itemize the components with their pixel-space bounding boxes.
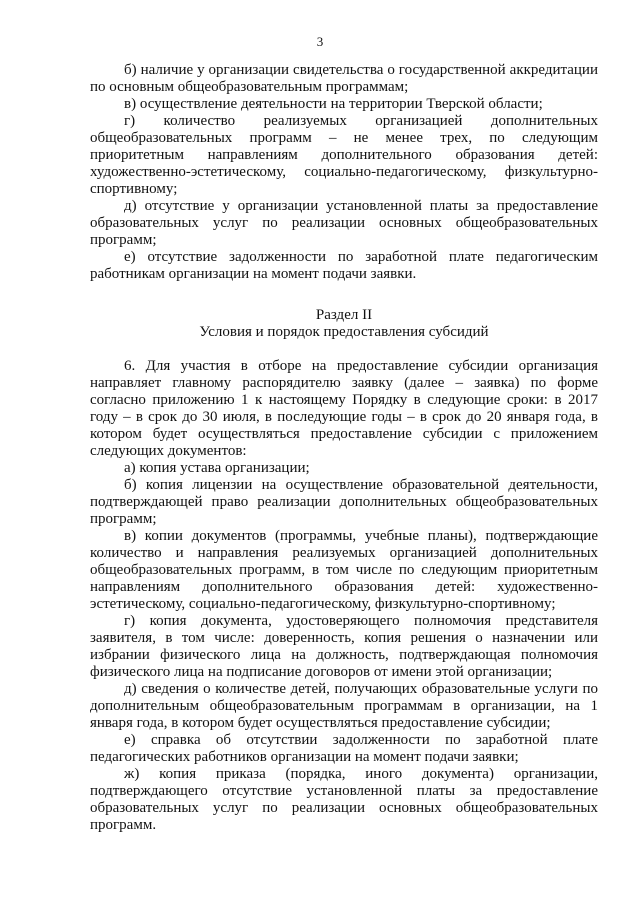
paragraph-6: 6. Для участия в отборе на предоставление субсидии организация направляет главному распорядителю заявку (далее – заявка) по форме согласно приложению 1 к настоящему Порядку в следующие сроки: в 2017 году – в срок до 30 июля, в последующие годы – в срок до 20 января года, в котором будет осуществляться предоставление субсидии с приложением следующих документов:	[90, 358, 598, 459]
list-item-a: а) копия устава организации;	[124, 460, 310, 476]
list-item-d: д) сведения о количестве детей, получающих образовательные услуги по дополнительным общеобразовательным программам в организации, на 1 января года, в котором будет осуществляться предоставление субсидии;	[90, 681, 598, 731]
section-subtitle: Условия и порядок предоставления субсидий	[199, 324, 489, 340]
list-item-zh: ж) копия приказа (порядка, иного документа) организации, подтверждающего отсутствие установленной платы за предоставление образовательных услуг по реализации основных общеобразовательных программ.	[90, 766, 598, 833]
intro-paragraph-v: в) осуществление деятельности на территории Тверской области;	[124, 96, 543, 112]
page-number: 3	[316, 34, 324, 49]
list-item-b: б) копия лицензии на осуществление образовательной деятельности, подтверждающей право реализации дополнительных общеобразовательных программ;	[90, 477, 598, 527]
list-item-e: е) справка об отсутствии задолженности по заработной плате педагогических работников организации на момент подачи заявки;	[90, 732, 598, 765]
intro-paragraph-d: д) отсутствие у организации установленной платы за предоставление образовательных услуг по реализации основных общеобразовательных программ;	[90, 198, 598, 248]
section-title: Раздел II	[315, 307, 373, 323]
list-item-v: в) копии документов (программы, учебные планы), подтверждающие количество и направления реализуемых организацией дополнительных общеобразовательных программ, в том числе по следующим приоритетным направлениям дополнительного образования детей: художественно-эстетическому, социально-педагогическому, физкультурно-спортивному;	[90, 528, 598, 612]
intro-paragraph-g: г) количество реализуемых организацией дополнительных общеобразовательных программ – не менее трех, по следующим приоритетным направлениям дополнительного образования детей: художественно-эстетическому, социально-педагогическому, физкультурно-спортивному;	[90, 113, 598, 197]
intro-paragraph-b: б) наличие у организации свидетельства о государственной аккредитации по основным общеобразовательным программам;	[90, 62, 598, 95]
intro-paragraph-e: е) отсутствие задолженности по заработной плате педагогическим работникам организации на момент подачи заявки.	[90, 249, 598, 282]
list-item-g: г) копия документа, удостоверяющего полномочия представителя заявителя, в том числе: доверенность, копия решения о назначении или избрании физического лица на должность, подтверждающая полномочия физического лица на подписание договоров от имени этой организации;	[90, 613, 598, 680]
